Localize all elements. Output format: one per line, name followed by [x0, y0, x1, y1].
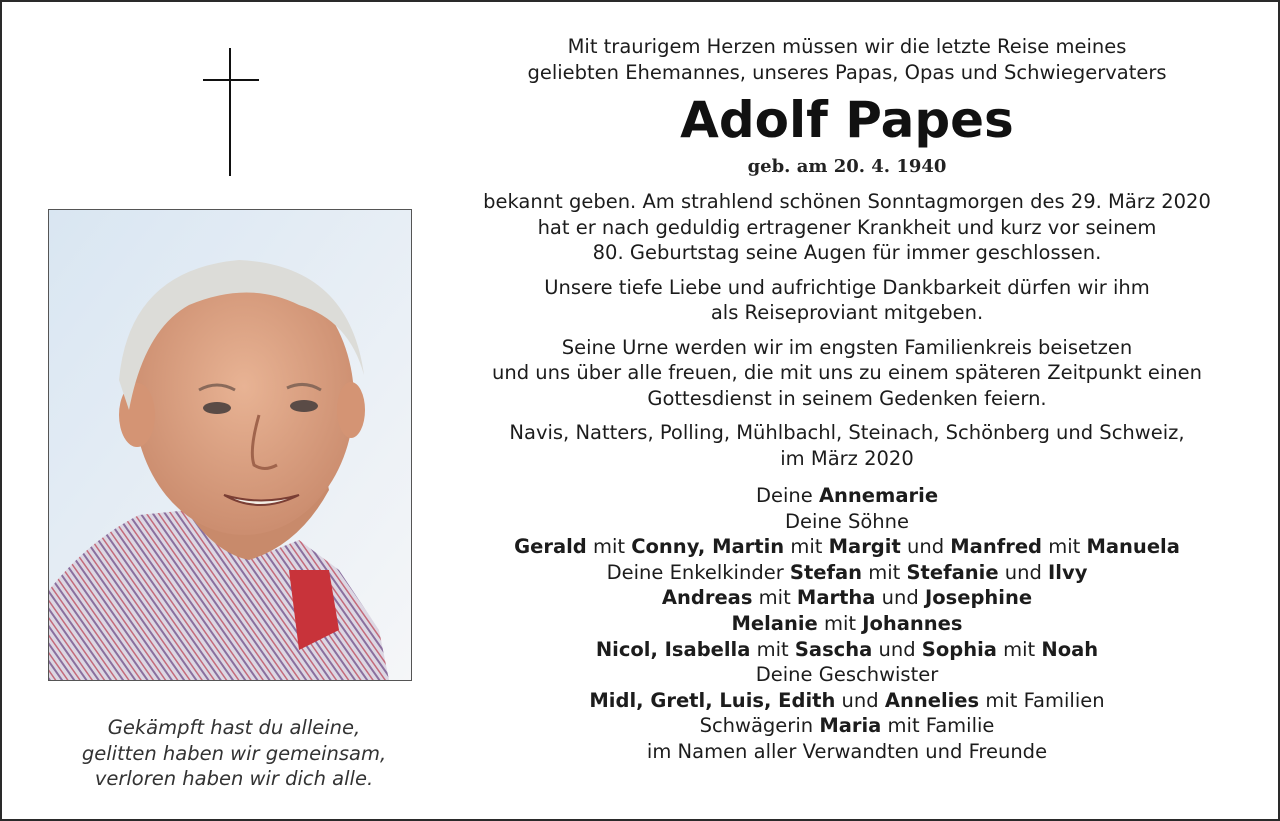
motto-line: gelitten haben wir gemeinsam, — [81, 741, 387, 765]
family-text: mit Familie — [881, 714, 995, 738]
family-line — [442, 662, 1252, 688]
family-text: mit — [1042, 535, 1087, 559]
paragraph-line: bekannt geben. Am strahlend schönen Sonntagmorgen des 29. März 2020 — [483, 190, 1211, 213]
family-member-name: Martha — [796, 586, 876, 610]
birth-date: geb. am 20. 4. 1940 — [747, 156, 947, 177]
paragraph-line: Unsere tiefe Liebe und aufrichtige Dankbarkeit dürfen wir ihm — [544, 275, 1150, 299]
obituary-text — [442, 34, 1252, 765]
family-line — [442, 534, 1252, 560]
family-member-name: Margit — [828, 535, 901, 559]
family-text: Deine Enkelkinder — [606, 560, 790, 584]
family-member-name: Stefanie — [906, 560, 999, 584]
family-text: und — [835, 688, 885, 712]
places-line: im März 2020 — [780, 446, 914, 470]
family-member-name: Midl, Gretl, Luis, Edith — [589, 688, 836, 712]
family-text: Schwägerin — [699, 714, 820, 738]
family-text: mit — [784, 535, 829, 559]
family-list — [442, 483, 1252, 765]
family-line — [442, 637, 1252, 663]
family-member-name: Conny, Martin — [631, 535, 785, 559]
motto-line: Gekämpft hast du alleine, — [107, 716, 361, 739]
places-line: Navis, Natters, Polling, Mühlbachl, Steinach, Schönberg und Schweiz, — [509, 421, 1185, 444]
family-member-name: Gerald — [514, 535, 587, 559]
family-line — [442, 483, 1252, 509]
motto — [42, 715, 426, 792]
family-text: und — [900, 535, 951, 559]
family-line — [442, 688, 1252, 714]
paragraph-burial — [442, 335, 1252, 412]
family-member-name: Sophia — [921, 637, 997, 661]
family-text: mit — [996, 637, 1042, 661]
family-member-name: Stefan — [789, 560, 863, 584]
paragraph-line: Gottesdienst in seinem Gedenken feiern. — [647, 386, 1047, 410]
family-text: und — [875, 586, 925, 610]
paragraph-line: und uns über alle freuen, die mit uns zu einem späteren Zeitpunkt einen — [492, 361, 1202, 384]
intro-line: geliebten Ehemannes, unseres Papas, Opas und Schwiegervaters — [527, 60, 1167, 84]
family-line — [442, 509, 1252, 535]
family-member-name: Ilvy — [1048, 560, 1088, 584]
family-text: mit — [862, 560, 907, 584]
family-member-name: Maria — [819, 714, 882, 738]
family-member-name: Sascha — [794, 637, 873, 661]
cross-icon — [203, 48, 259, 176]
family-text: mit — [752, 586, 797, 610]
family-member-name: Melanie — [731, 611, 818, 635]
intro — [442, 34, 1252, 85]
paragraph-line: als Reiseproviant mitgeben. — [710, 301, 984, 324]
family-member-name: Andreas — [661, 586, 753, 610]
family-member-name: Manuela — [1086, 535, 1180, 559]
paragraph-announcement — [442, 189, 1252, 266]
family-member-name: Johannes — [862, 611, 963, 635]
family-text: Deine — [755, 484, 819, 507]
intro-line: Mit traurigem Herzen müssen wir die letzte Reise meines — [567, 35, 1127, 58]
family-text: Deine Söhne — [784, 509, 909, 533]
family-text: und — [872, 637, 922, 661]
family-text: mit — [817, 611, 863, 635]
family-text: mit Familien — [979, 688, 1105, 712]
family-member-name: Noah — [1041, 637, 1099, 661]
paragraph-line: Seine Urne werden wir im engsten Familienkreis beisetzen — [561, 335, 1133, 359]
family-member-name: Josephine — [924, 586, 1033, 610]
family-line — [442, 585, 1252, 611]
family-line — [442, 611, 1252, 637]
family-line — [442, 739, 1252, 765]
motto-line: verloren haben wir dich alle. — [94, 767, 374, 790]
places-date — [442, 420, 1252, 471]
family-text: mit — [586, 535, 632, 559]
family-text: im Namen aller Verwandten und Freunde — [646, 739, 1048, 763]
family-line — [442, 560, 1252, 586]
paragraph-love — [442, 275, 1252, 326]
paragraph-line: 80. Geburtstag seine Augen für immer geschlossen. — [592, 241, 1102, 264]
deceased-name: Adolf Papes — [680, 91, 1014, 149]
portrait-photo — [48, 209, 412, 681]
family-line — [442, 713, 1252, 739]
family-text: und — [998, 560, 1049, 584]
family-text: mit — [750, 637, 795, 661]
family-text: Deine Geschwister — [755, 663, 939, 687]
family-member-name: Annemarie — [818, 484, 939, 507]
family-member-name: Annelies — [884, 688, 980, 712]
family-member-name: Manfred — [950, 535, 1043, 559]
paragraph-line: hat er nach geduldig ertragener Krankheit und kurz vor seinem — [537, 215, 1157, 239]
family-member-name: Nicol, Isabella — [595, 637, 751, 661]
